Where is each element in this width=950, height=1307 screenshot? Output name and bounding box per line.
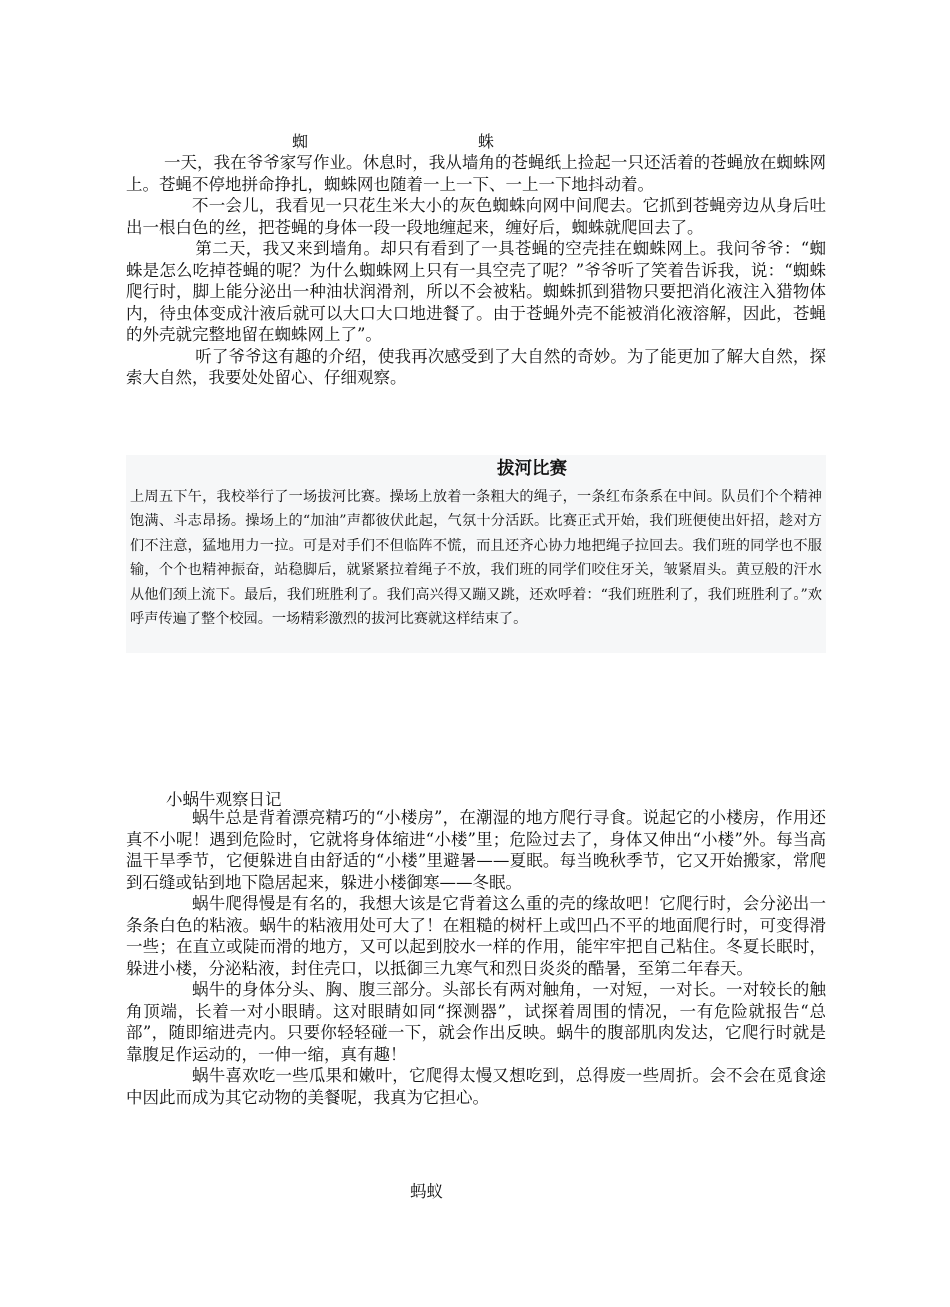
paragraph: 一天，我在爷爷家写作业。休息时，我从墙角的苍蝇纸上捡起一只还活着的苍蝇放在蜘蛛网上。苍蝇不停地拼命挣扎，蜘蛛网也随着一上一下、一上一下地抖动着。 [126,153,826,194]
essay-snail [126,807,826,1108]
paragraph: 上周五下午，我校举行了一场拔河比赛。操场上放着一条粗大的绳子，一条红布条系在中间。队员们个个精神饱满、斗志昂扬。操场上的“加油”声都彼伏此起，气氛十分活跃。比赛正式开始，我们班便使出奸招，趁对方们不注意，猛地用力一拉。可是对手们不但临阵不慌，而且还齐心协力地把绳子拉回去。我们班的同学也不服输，个个也精神振奋，站稳脚后，就紧紧拉着绳子不放，我们班的同学们咬住牙关，皱紧眉头。黄豆般的汗水从他们颈上流下。最后，我们班胜利了。我们高兴得又蹦又跳，还欢呼着：“我们班胜利了，我们班胜利了。”欢呼声传遍了整个校园。一场精彩激烈的拔河比赛就这样结束了。 [130,489,822,628]
essay-tug-of-war-title: 拔河比赛 [497,459,567,479]
paragraph: 不一会儿，我看见一只花生米大小的灰色蜘蛛向网中间爬去。它抓到苍蝇旁边从身后吐出一根白色的丝，把苍蝇的身体一段一段地缠起来，缠好后，蜘蛛就爬回去了。 [126,196,826,237]
essay-spider [126,152,826,389]
paragraph: 第二天，我又来到墙角。却只有看到了一具苍蝇的空壳挂在蜘蛛网上。我问爷爷：“蜘蛛是怎么吃掉苍蝇的呢？为什么蜘蛛网上只有一具空壳了呢？”爷爷听了笑着告诉我，说：“蜘蛛爬行时，脚上能分泌出一种油状润滑剂，所以不会被粘。蜘蛛抓到猎物只要把消化液注入猎物体内，待虫体变成汁液后就可以大口大口地进餐了。由于苍蝇外壳不能被消化液溶解，因此，苍蝇的外壳就完整地留在蜘蛛网上了”。 [126,239,826,344]
paragraph: 听了爷爷这有趣的介绍，使我再次感受到了大自然的奇妙。为了能更加了解大自然，探索大自然，我要处处留心、仔细观察。 [126,346,826,387]
paragraph: 蜗牛总是背着漂亮精巧的“小楼房”，在潮湿的地方爬行寻食。说起它的小楼房，作用还真不小呢！遇到危险时，它就将身体缩进“小楼”里；危险过去了，身体又伸出“小楼”外。每当高温干旱季节，它便躲进自由舒适的“小楼”里避暑——夏眠。每当晚秋季节，它又开始搬家，常爬到石缝或钻到地下隐居起来，躲进小楼御寒——冬眠。 [126,808,826,892]
essay-spider-title: 蜘 蛛 [292,132,541,151]
essay-snail-title: 小蜗牛观察日记 [166,790,282,809]
essay-tug-of-war [126,455,826,653]
essay-ant-title: 蚂蚁 [410,1182,443,1201]
paragraph: 蜗牛的身体分头、胸、腹三部分。头部长有两对触角，一对短，一对长。一对较长的触角顶端，长着一对小眼睛。这对眼睛如同“探测器”，试探着周围的情况，一有危险就报告“总部”，随即缩进壳内。只要你轻轻碰一下，就会作出反映。蜗牛的腹部肌肉发达，它爬行时就是靠腹足作运动的，一伸一缩，真有趣！ [126,980,826,1064]
paragraph: 蜗牛喜欢吃一些瓜果和嫩叶，它爬得太慢又想吃到，总得废一些周折。会不会在觅食途中因此而成为其它动物的美餐呢，我真为它担心。 [126,1066,826,1107]
paragraph: 蜗牛爬得慢是有名的，我想大该是它背着这么重的壳的缘故吧！它爬行时，会分泌出一条条白色的粘液。蜗牛的粘液用处可大了！在粗糙的树杆上或凹凸不平的地面爬行时，可变得滑一些；在直立或陡而滑的地方，又可以起到胶水一样的作用，能牢牢把自己粘住。冬夏长眠时，躲进小楼，分泌粘液，封住壳口，以抵御三九寒气和烈日炎炎的酷暑，至第二年春天。 [126,894,826,978]
